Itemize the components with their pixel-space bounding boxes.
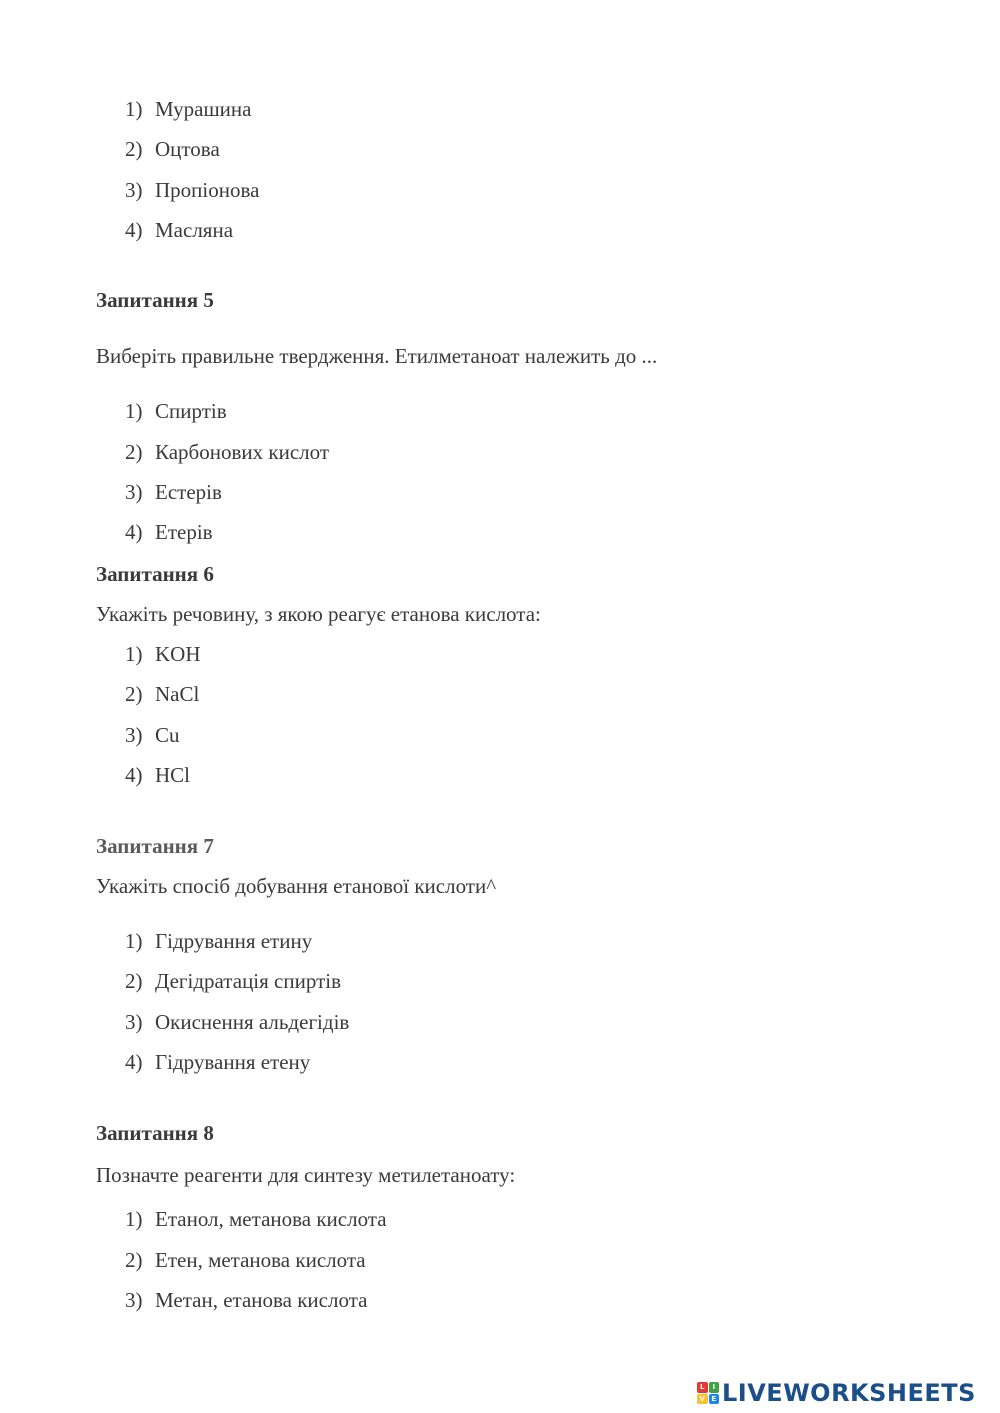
brand-name: LIVEWORKSHEETS (722, 1379, 976, 1407)
q6-answer-3: 3) Cu (125, 723, 180, 747)
liveworksheets-logo-icon: L I V E (697, 1382, 719, 1404)
q5-answer-2: 2) Карбонових кислот (125, 440, 330, 464)
q4-answer-1: 1) Мурашина (125, 97, 252, 121)
q4-answer-2: 2) Оцтова (125, 137, 220, 161)
q7-answer-2: 2) Дегідратація спиртів (125, 969, 341, 993)
q6-text: Укажіть речовину, з якою реагує етанова кислота: (96, 602, 541, 626)
q6-answer-1: 1) KOH (125, 642, 201, 666)
q6-answer-2: 2) NaCl (125, 682, 200, 706)
q7-answer-1: 1) Гідрування етину (125, 929, 313, 953)
q6-answer-4: 4) HCl (125, 763, 191, 787)
q8-answer-3: 3) Метан, етанова кислота (125, 1288, 368, 1312)
q8-answer-2: 2) Етен, метанова кислота (125, 1248, 366, 1272)
q8-text: Позначте реагенти для синтезу метилетаноату: (96, 1163, 516, 1187)
q7-answer-4: 4) Гідрування етену (125, 1050, 311, 1074)
q5-answer-4: 4) Етерів (125, 520, 213, 544)
q5-title: Запитання 5 (96, 288, 214, 312)
q8-answer-1: 1) Етанол, метанова кислота (125, 1207, 387, 1231)
q4-answer-3: 3) Пропіонова (125, 178, 260, 202)
q5-answer-3: 3) Естерів (125, 480, 222, 504)
liveworksheets-brand (697, 1380, 976, 1406)
q7-text: Укажіть спосіб добування етанової кислоти^ (96, 874, 497, 898)
q5-answer-1: 1) Спиртів (125, 399, 227, 423)
q4-answer-4: 4) Масляна (125, 218, 234, 242)
q7-title: Запитання 7 (96, 834, 214, 858)
q6-title: Запитання 6 (96, 562, 214, 586)
q5-text: Виберіть правильне твердження. Етилметаноат належить до ... (96, 344, 658, 368)
q7-answer-3: 3) Окиснення альдегідів (125, 1010, 350, 1034)
q8-title: Запитання 8 (96, 1121, 214, 1145)
